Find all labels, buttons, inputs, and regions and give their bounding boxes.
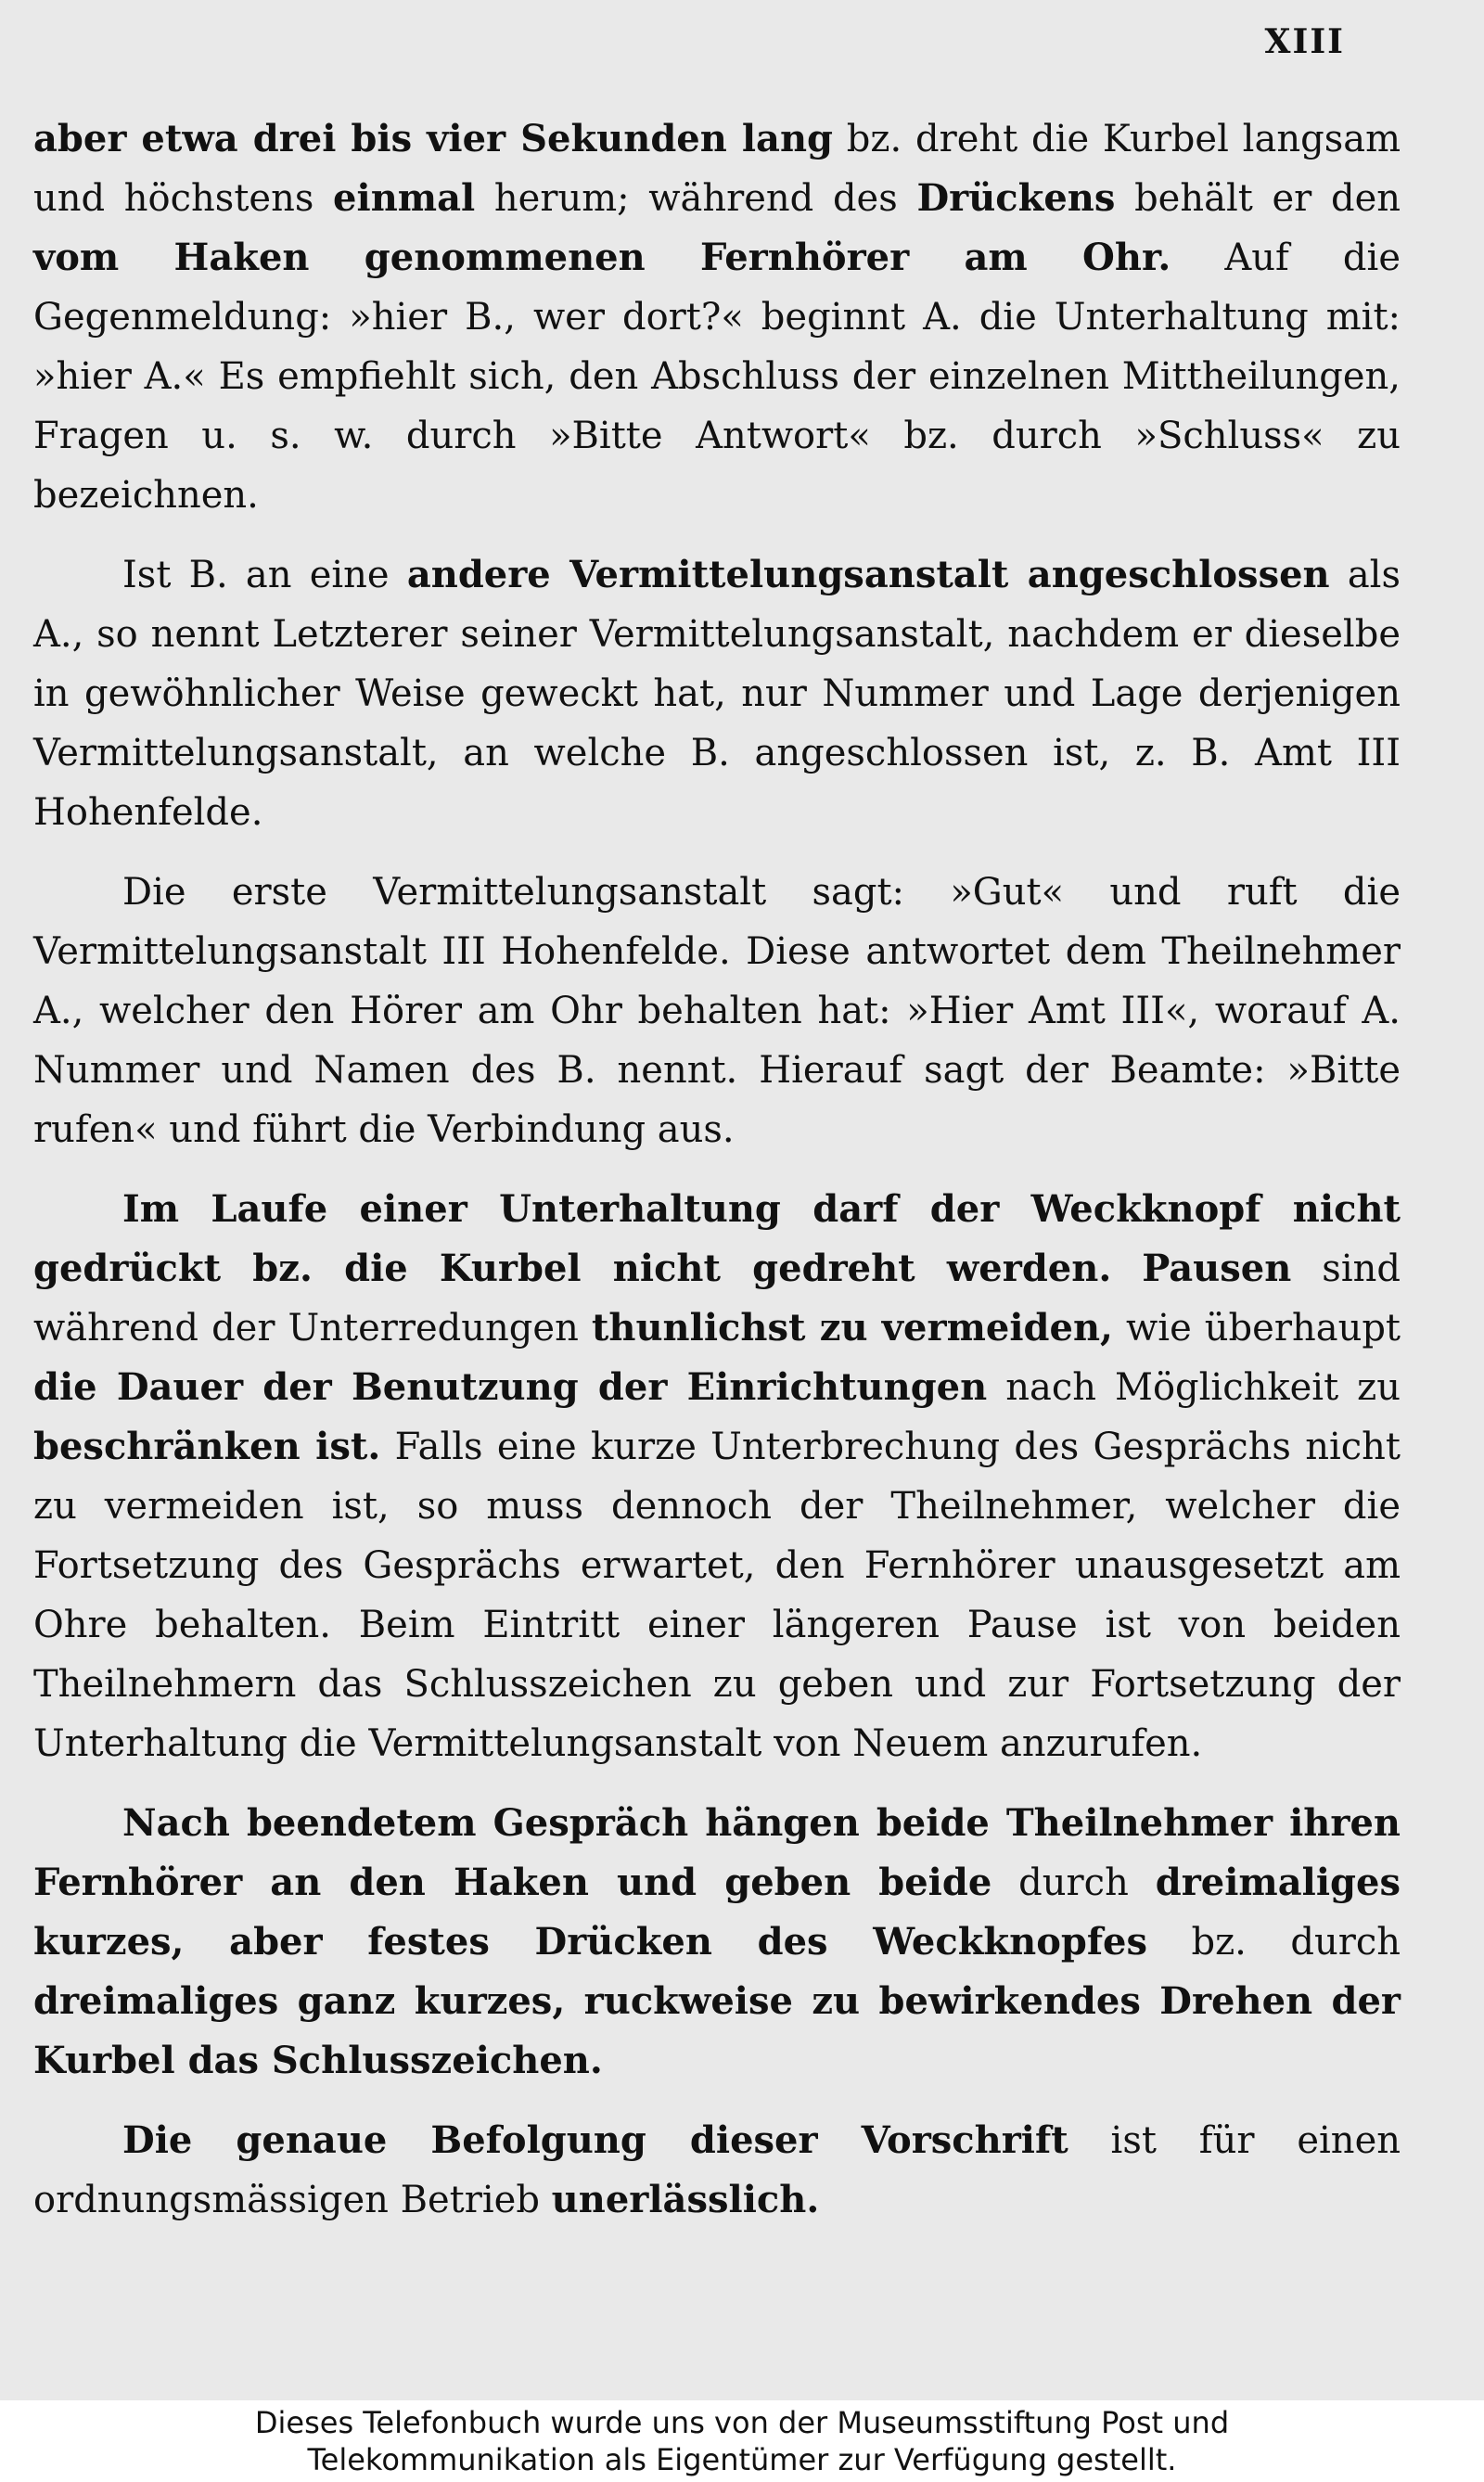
text-run: ist für einen ordnungsmässigen Betrieb bbox=[33, 2119, 1401, 2221]
text-run: Falls eine kurze Unterbrechung des Gesprächs nicht zu vermeiden ist, so muss dennoch der Theilnehmer, welcher die Fortsetzung des Gesprächs erwartet, den Fernhörer unausgesetzt am Ohre behalten. Beim Eintritt einer längeren Pause ist von beiden Theilnehmern das Schlusszeichen zu geben und zur Fortsetzung der Unterhaltung die Vermittelungsanstalt von Neuem anzurufen. bbox=[33, 1426, 1401, 1765]
paragraph-call-procedure bbox=[33, 109, 1401, 525]
emphasis: Drückens bbox=[916, 176, 1116, 220]
text-run: wie überhaupt bbox=[1112, 1307, 1401, 1350]
paragraph-during-conversation bbox=[33, 1180, 1401, 1773]
emphasis: Pausen bbox=[1142, 1247, 1292, 1290]
emphasis: Die genaue Befolgung dieser Vorschrift bbox=[122, 2118, 1068, 2162]
text-run: behält er den bbox=[1115, 177, 1401, 220]
emphasis: dreimaliges kurzes, aber festes Drücken des Weckknopfes bbox=[33, 1861, 1401, 1964]
paragraph-first-exchange bbox=[33, 863, 1401, 1159]
footer-line: Dieses Telefonbuch wurde uns von der Museumsstiftung Post und bbox=[254, 2405, 1230, 2440]
text-run: Die erste Vermittelungsanstalt sagt: »Gut« und ruft die Vermittelungsanstalt III Hohenfelde. Diese antwortet dem Theilnehmer A., welcher den Hörer am Ohr behalten hat: »Hier Amt III«, worauf A. Nummer und Namen des B. nennt. Hierauf sagt der Beamte: »Bitte rufen« und führt die Verbindung aus. bbox=[33, 871, 1401, 1151]
paragraph-compliance bbox=[33, 2111, 1401, 2230]
emphasis: beide bbox=[878, 1861, 992, 1904]
emphasis: Im Laufe einer Unterhaltung darf der Weckknopf nicht gedrückt bz. die Kurbel nicht gedreht werden. bbox=[33, 1187, 1401, 1290]
footer-line: Telekommunikation als Eigentümer zur Verfügung gestellt. bbox=[307, 2442, 1177, 2477]
text-run: sind während der Unterredungen bbox=[33, 1247, 1401, 1350]
paragraph-other-exchange bbox=[33, 545, 1401, 842]
body-text bbox=[33, 109, 1401, 2250]
emphasis: andere Vermittelungsanstalt angeschlossen bbox=[406, 553, 1330, 596]
text-run: herum; während des bbox=[475, 177, 917, 220]
emphasis: einmal bbox=[333, 176, 476, 220]
text-run bbox=[1111, 1247, 1142, 1290]
emphasis: die Dauer der Benutzung der Einrichtungen bbox=[33, 1365, 988, 1409]
page-number: XIII bbox=[1264, 22, 1345, 61]
attribution-footer bbox=[0, 2400, 1484, 2482]
emphasis: aber etwa drei bis vier Sekunden lang bbox=[33, 117, 833, 160]
emphasis: vom Haken genommenen Fernhörer am Ohr. bbox=[33, 236, 1171, 279]
text-run: bz. durch bbox=[1147, 1921, 1401, 1964]
emphasis: unerlässlich. bbox=[551, 2178, 820, 2221]
text-run: Auf die Gegenmeldung: »hier B., wer dort?« beginnt A. die Unterhaltung mit: »hier A.« Es empfiehlt sich, den Abschluss der einzelnen Mittheilungen, Fragen u. s. w. durch »Bitte Antwort« bz. durch »Schluss« zu bezeichnen. bbox=[33, 237, 1401, 517]
text-run: durch bbox=[991, 1862, 1156, 1904]
emphasis: beschränken ist. bbox=[33, 1425, 381, 1468]
paragraph-end-of-call bbox=[33, 1794, 1401, 2091]
emphasis: Nach beendetem Gespräch hängen beide Theilnehmer ihren Fernhörer an den Haken und geben bbox=[33, 1801, 1401, 1904]
emphasis: thunlichst zu vermeiden, bbox=[591, 1306, 1113, 1350]
text-run: nach Möglichkeit zu bbox=[987, 1366, 1401, 1409]
emphasis: dreimaliges ganz kurzes, ruckweise zu bewirkendes Drehen der Kurbel das Schlusszeichen. bbox=[33, 1979, 1401, 2082]
text-run: als A., so nennt Letzterer seiner Vermittelungsanstalt, nachdem er dieselbe in gewöhnlicher Weise geweckt hat, nur Nummer und Lage derjenigen Vermittelungsanstalt, an welche B. angeschlossen ist, z. B. Amt III Hohenfelde. bbox=[33, 554, 1401, 834]
text-run: Ist B. an eine bbox=[122, 554, 407, 596]
text-run: bz. dreht die Kurbel langsam und höchstens bbox=[33, 118, 1401, 220]
